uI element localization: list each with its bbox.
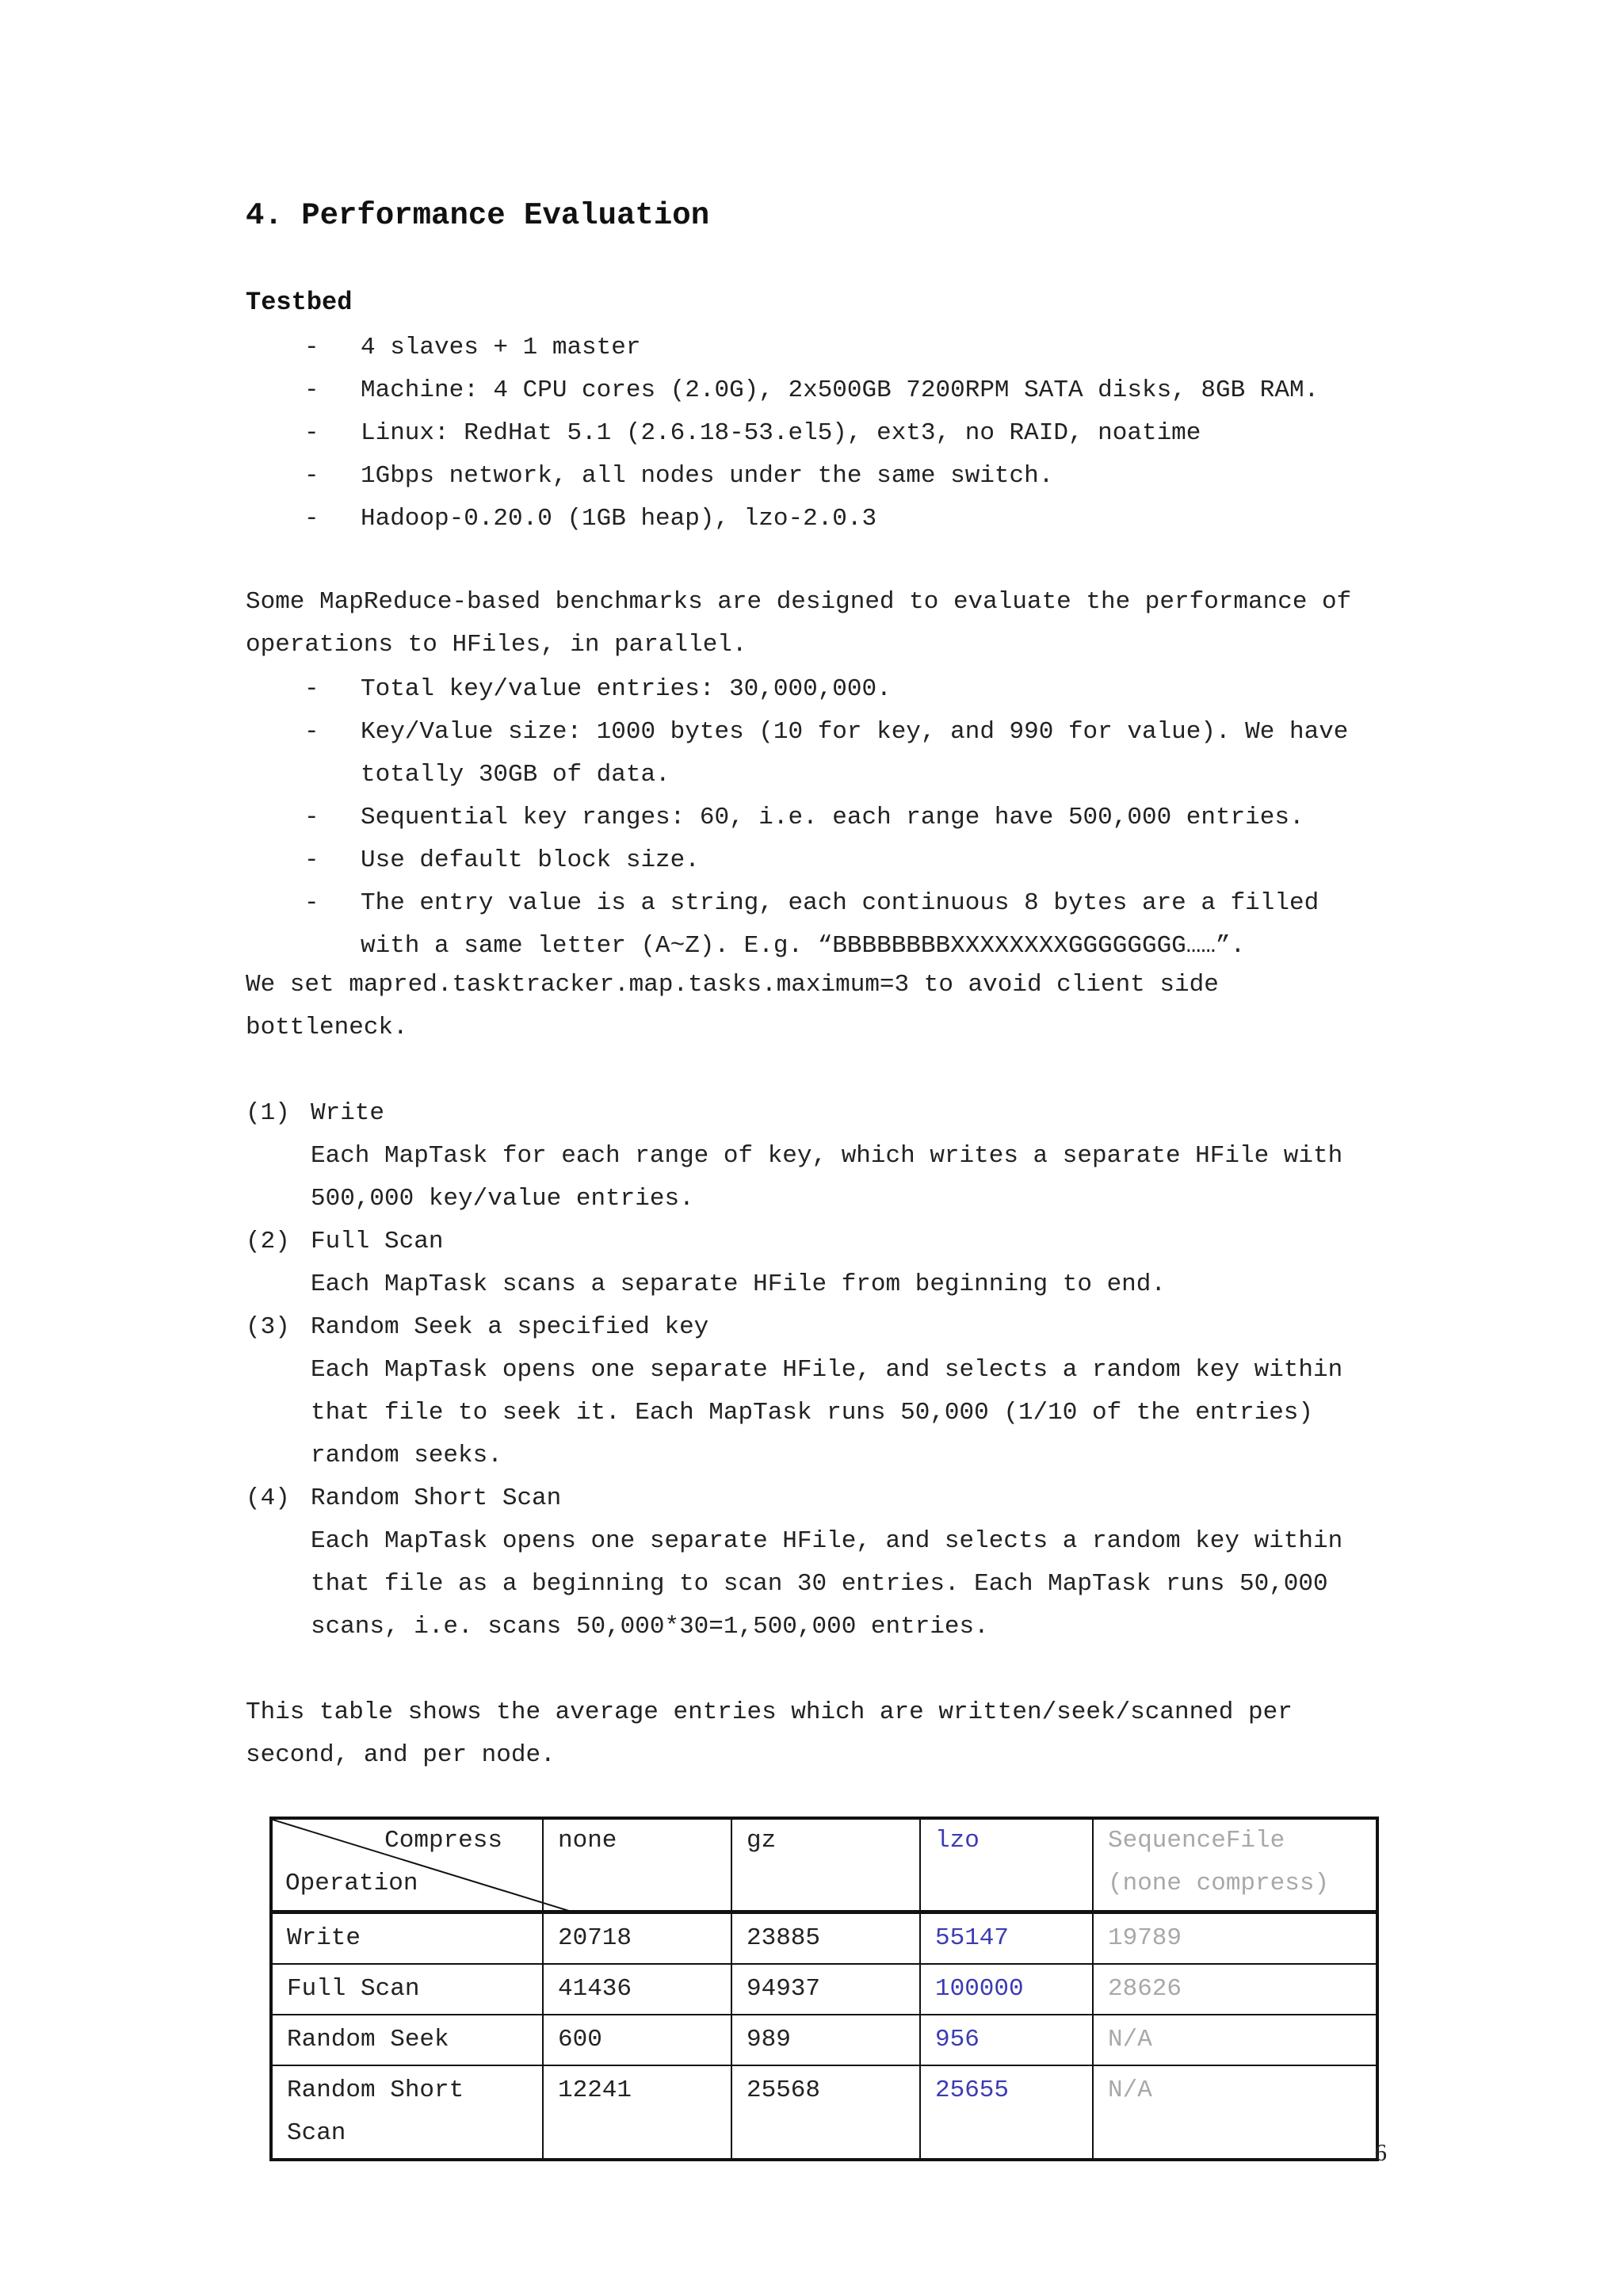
row-operation: Write — [271, 1912, 543, 1965]
dash-bullet: - — [304, 419, 319, 447]
operation-item-write — [246, 1092, 1387, 1221]
cell-none: 600 — [543, 2015, 731, 2065]
section-title: 4. Performance Evaluation — [246, 198, 710, 233]
testbed-item: - 1Gbps network, all nodes under the same switch. — [246, 455, 1387, 498]
cell-gz: 989 — [731, 2015, 920, 2065]
operation-title: Random Seek a specified key — [311, 1313, 709, 1341]
row-operation: Random Short Scan — [271, 2065, 543, 2160]
benchmark-item: - Key/Value size: 1000 bytes (10 for key, and 990 for value). We have totally 30GB of data. — [246, 711, 1387, 797]
operation-title: Full Scan — [311, 1228, 444, 1255]
dash-bullet: - — [304, 889, 319, 917]
column-header-lzo: lzo — [920, 1818, 1093, 1912]
operation-item-random-short-scan — [246, 1477, 1387, 1648]
cell-none: 20718 — [543, 1912, 731, 1965]
testbed-item: - Hadoop-0.20.0 (1GB heap), lzo-2.0.3 — [246, 498, 1387, 541]
column-header-none: none — [543, 1818, 731, 1912]
dash-bullet: - — [304, 376, 319, 404]
operation-number: (4) — [246, 1484, 290, 1512]
operation-description: Each MapTask opens one separate HFile, and selects a random key within that file to seek it. Each MapTask runs 50,000 (1/10 of the entries) random seeks. — [311, 1356, 1343, 1469]
corner-operation-label: Operation — [285, 1870, 418, 1897]
dash-bullet: - — [304, 804, 319, 831]
cell-lzo: 55147 — [920, 1912, 1093, 1965]
table-row — [271, 2065, 1377, 2160]
testbed-item: - 4 slaves + 1 master — [246, 327, 1387, 369]
benchmark-list — [246, 668, 1387, 968]
benchmark-item: - Sequential key ranges: 60, i.e. each range have 500,000 entries. — [246, 797, 1387, 839]
table-corner-header — [271, 1818, 543, 1912]
operation-number: (1) — [246, 1099, 290, 1127]
sequencefile-sublabel: (none compress) — [1108, 1870, 1330, 1897]
sequencefile-label: SequenceFile — [1108, 1827, 1285, 1855]
operation-item-random-seek — [246, 1306, 1387, 1477]
table-header-row — [271, 1818, 1377, 1912]
operation-title: Write — [311, 1099, 385, 1127]
dash-bullet: - — [304, 718, 319, 746]
operation-description: Each MapTask opens one separate HFile, and selects a random key within that file as a beginning to scan 30 entries. Each MapTask runs 50,000 scans, i.e. scans 50,000*30=1,500,000 entries. — [311, 1527, 1343, 1641]
benchmark-item: - Total key/value entries: 30,000,000. — [246, 668, 1387, 711]
cell-gz: 94937 — [731, 1964, 920, 2015]
dash-bullet: - — [304, 334, 319, 361]
cell-lzo: 100000 — [920, 1964, 1093, 2015]
operation-description: Each MapTask scans a separate HFile from beginning to end. — [311, 1270, 1166, 1298]
testbed-heading: Testbed — [246, 288, 353, 317]
operations-list — [246, 1092, 1387, 1648]
cell-lzo: 25655 — [920, 2065, 1093, 2160]
operation-description: Each MapTask for each range of key, which writes a separate HFile with 500,000 key/value entries. — [311, 1142, 1343, 1213]
corner-compress-label: Compress — [384, 1827, 502, 1855]
operation-item-full-scan — [246, 1221, 1387, 1306]
row-operation: Random Seek — [271, 2015, 543, 2065]
intro-paragraph: Some MapReduce-based benchmarks are designed to evaluate the performance of operations to HFiles, in parallel. — [246, 588, 1352, 659]
testbed-list-container — [246, 327, 1387, 541]
cell-gz: 25568 — [731, 2065, 920, 2160]
performance-table — [269, 1817, 1379, 2161]
dash-bullet: - — [304, 505, 319, 533]
operation-number: (2) — [246, 1228, 290, 1255]
operation-title: Random Short Scan — [311, 1484, 562, 1512]
operation-number: (3) — [246, 1313, 290, 1341]
benchmark-list-container — [246, 668, 1387, 968]
table-intro-paragraph: This table shows the average entries which are written/seek/scanned per second, and per node. — [246, 1698, 1293, 1769]
column-header-sequencefile — [1093, 1818, 1377, 1912]
cell-sequencefile: 28626 — [1093, 1964, 1377, 2015]
testbed-item: - Linux: RedHat 5.1 (2.6.18-53.el5), ext3, no RAID, noatime — [246, 412, 1387, 455]
benchmark-item: - The entry value is a string, each continuous 8 bytes are a filled with a same letter (A~Z). E.g. “BBBBBBBBXXXXXXXXGGGGGGGG……”. — [246, 882, 1387, 968]
benchmark-item: - Use default block size. — [246, 839, 1387, 882]
testbed-list — [246, 327, 1387, 541]
cell-none: 41436 — [543, 1964, 731, 2015]
cell-lzo: 956 — [920, 2015, 1093, 2065]
table-row — [271, 2015, 1377, 2065]
testbed-item: - Machine: 4 CPU cores (2.0G), 2x500GB 7200RPM SATA disks, 8GB RAM. — [246, 369, 1387, 412]
row-operation: Full Scan — [271, 1964, 543, 2015]
cell-gz: 23885 — [731, 1912, 920, 1965]
cell-none: 12241 — [543, 2065, 731, 2160]
cell-sequencefile: N/A — [1093, 2065, 1377, 2160]
page-number: 6 — [1374, 2138, 1387, 2166]
table-row — [271, 1964, 1377, 2015]
dash-bullet: - — [304, 462, 319, 490]
cell-sequencefile: N/A — [1093, 2015, 1377, 2065]
table-row — [271, 1912, 1377, 1965]
column-header-gz: gz — [731, 1818, 920, 1912]
dash-bullet: - — [304, 846, 319, 874]
tasktracker-paragraph: We set mapred.tasktracker.map.tasks.maximum=3 to avoid client side bottleneck. — [246, 971, 1219, 1041]
cell-sequencefile: 19789 — [1093, 1912, 1377, 1965]
dash-bullet: - — [304, 675, 319, 703]
